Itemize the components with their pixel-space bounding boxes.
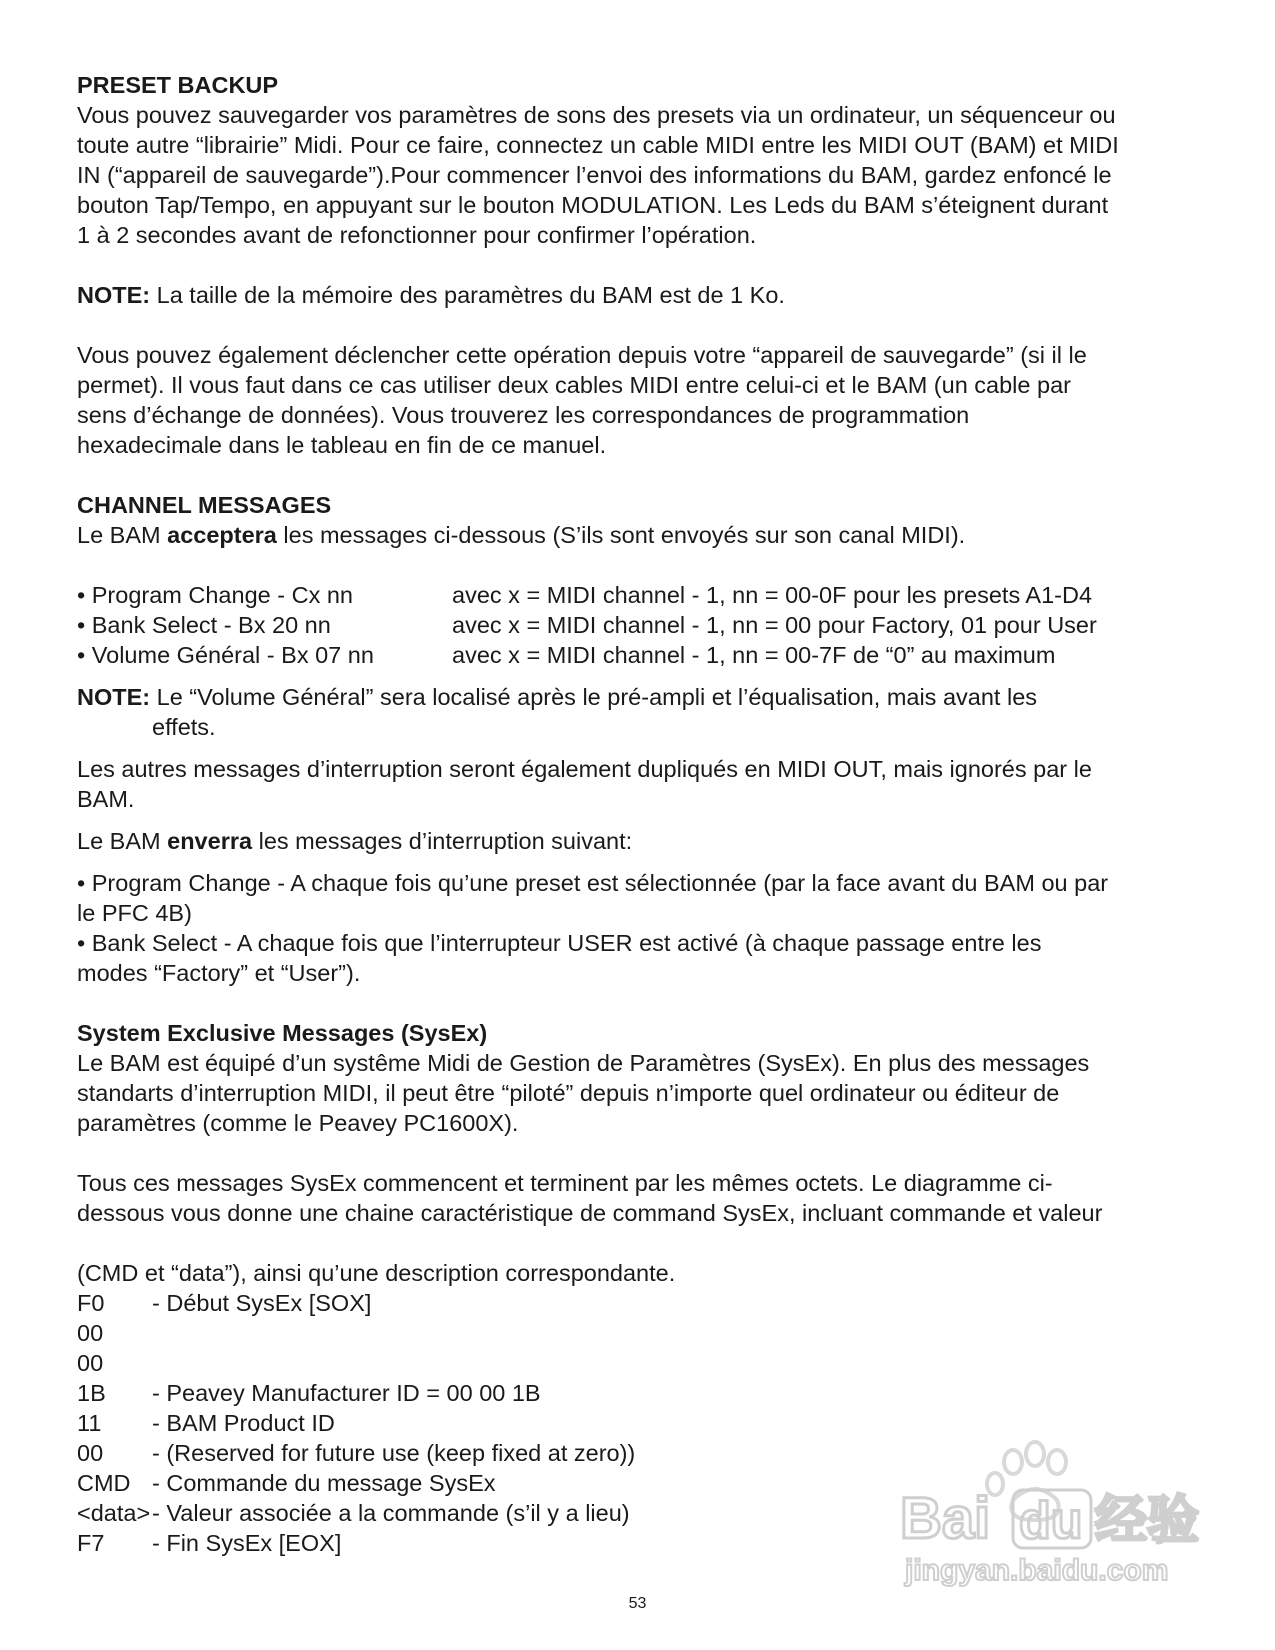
text-span: les messages d’interruption suivant:: [252, 828, 633, 854]
table-row: [77, 1318, 1207, 1348]
message-name: • Bank Select - Bx 20 nn: [77, 612, 331, 638]
text-span: Le BAM: [77, 522, 168, 548]
byte-code: 00: [77, 1440, 104, 1466]
byte-desc: - BAM Product ID: [152, 1410, 335, 1436]
byte-code: F0: [77, 1290, 105, 1316]
svg-text:du: du: [1019, 1492, 1083, 1550]
text-span: Le BAM: [77, 828, 168, 854]
text-line: sens d’échange de données). Vous trouverez les correspondances de programmation: [77, 402, 970, 428]
byte-code: 1B: [77, 1380, 106, 1406]
table-row: [77, 1378, 1207, 1408]
byte-code: 11: [77, 1410, 102, 1436]
note-memory: [77, 280, 1207, 310]
heading-sysex: System Exclusive Messages (SysEx): [77, 1020, 488, 1046]
text-line: IN (“appareil de sauvegarde”).Pour commencer l’envoi des informations du BAM, gardez enfoncé le: [77, 162, 1112, 188]
text-line: bouton Tap/Tempo, en appuyant sur le bouton MODULATION. Les Leds du BAM s’éteignent durant: [77, 192, 1109, 218]
text-line: Le BAM est équipé d’un systême Midi de Gestion de Paramètres (SysEx). En plus des messages: [77, 1050, 1090, 1076]
text-span: les messages ci-dessous (S’ils sont envoyés sur son canal MIDI).: [276, 522, 966, 548]
paragraph-other-messages: [77, 754, 1207, 814]
list-item: [77, 610, 1207, 640]
note-volume: [77, 682, 1207, 742]
page-number: 53: [628, 1595, 647, 1612]
text-line: hexadecimale dans le tableau en fin de ce manuel.: [77, 432, 607, 458]
paragraph-sysex: [77, 1048, 1207, 1138]
note-text-continued: effets.: [152, 714, 216, 740]
text-line: BAM.: [77, 786, 135, 812]
byte-desc: - Début SysEx [SOX]: [152, 1290, 372, 1316]
bold-acceptera: acceptera: [167, 522, 277, 548]
text-line: Les autres messages d’interruption seront également dupliqués en MIDI OUT, mais ignorés par le: [77, 756, 1092, 782]
paragraph-backup-device: [77, 340, 1207, 460]
svg-text:经验: 经验: [1095, 1491, 1200, 1551]
byte-code: 00: [77, 1320, 104, 1346]
list-item: [77, 640, 1207, 670]
message-name: • Volume Général - Bx 07 nn: [77, 642, 374, 668]
message-desc: avec x = MIDI channel - 1, nn = 00 pour Factory, 01 pour User: [452, 612, 1097, 638]
send-message-list: [77, 868, 1207, 988]
note-label: NOTE:: [77, 282, 151, 308]
text-line: Vous pouvez sauvegarder vos paramètres de sons des presets via un ordinateur, un séquenceur ou: [77, 102, 1116, 128]
message-name: • Program Change - Cx nn: [77, 582, 353, 608]
text-line: le PFC 4B): [77, 900, 192, 926]
text-line: paramètres (comme le Peavey PC1600X).: [77, 1110, 519, 1136]
note-label: NOTE:: [77, 684, 151, 710]
heading-preset-backup: PRESET BACKUP: [77, 72, 279, 98]
svg-text:jingyan.baidu.com: jingyan.baidu.com: [905, 1554, 1169, 1587]
byte-desc: - Peavey Manufacturer ID = 00 00 1B: [152, 1380, 541, 1406]
text-line: • Program Change - A chaque fois qu’une preset est sélectionnée (par la face avant du BAM ou par: [77, 870, 1109, 896]
baidu-watermark-logo: [895, 1440, 1215, 1590]
byte-desc: - Commande du message SysEx: [152, 1470, 496, 1496]
text-line: 1 à 2 secondes avant de refonctionner pour confirmer l’opération.: [77, 222, 757, 248]
text-line: dessous vous donne une chaine caractéristique de command SysEx, incluant commande et valeur: [77, 1200, 1103, 1226]
byte-code: CMD: [77, 1470, 131, 1496]
svg-text:Bai: Bai: [900, 1486, 991, 1551]
text-line: toute autre “librairie” Midi. Pour ce faire, connectez un cable MIDI entre les MIDI OUT (BAM) et MIDI: [77, 132, 1119, 158]
text-line: Vous pouvez également déclencher cette opération depuis votre “appareil de sauvegarde” (si il le: [77, 342, 1087, 368]
channel-intro: [77, 520, 1207, 550]
byte-desc: - Valeur associée a la commande (s’il y a lieu): [152, 1500, 630, 1526]
paragraph-sysex-bytes: [77, 1168, 1207, 1228]
message-desc: avec x = MIDI channel - 1, nn = 00-0F pour les presets A1-D4: [452, 582, 1093, 608]
byte-code: 00: [77, 1350, 104, 1376]
table-row: [77, 1348, 1207, 1378]
text-line: Tous ces messages SysEx commencent et terminent par les mêmes octets. Le diagramme ci-: [77, 1170, 1053, 1196]
message-desc: avec x = MIDI channel - 1, nn = 00-7F de “0” au maximum: [452, 642, 1056, 668]
paragraph-preset-backup: [77, 100, 1207, 250]
note-text: Le “Volume Général” sera localisé après le pré-ampli et l’équalisation, mais avant les: [150, 684, 1038, 710]
table-row: [77, 1288, 1207, 1318]
note-text: La taille de la mémoire des paramètres du BAM est de 1 Ko.: [150, 282, 785, 308]
table-row: [77, 1408, 1207, 1438]
byte-desc: - Fin SysEx [EOX]: [152, 1530, 342, 1556]
byte-desc: - (Reserved for future use (keep fixed at zero)): [152, 1440, 636, 1466]
text-line: • Bank Select - A chaque fois que l’interrupteur USER est activé (à chaque passage entre les: [77, 930, 1042, 956]
heading-channel-messages: CHANNEL MESSAGES: [77, 492, 332, 518]
byte-code: F7: [77, 1530, 105, 1556]
text-line: standarts d’interruption MIDI, il peut être “piloté” depuis n’importe quel ordinateur ou éditeur de: [77, 1080, 1060, 1106]
document-page: [77, 70, 1207, 1558]
text-line: modes “Factory” et “User”).: [77, 960, 361, 986]
byte-code: <data>: [77, 1500, 151, 1526]
bold-enverra: enverra: [167, 828, 253, 854]
list-item: [77, 580, 1207, 610]
text-line: (CMD et “data”), ainsi qu’une description correspondante.: [77, 1260, 676, 1286]
text-line: permet). Il vous faut dans ce cas utiliser deux cables MIDI entre celui-ci et le BAM (un cable par: [77, 372, 1071, 398]
send-intro: [77, 826, 1207, 856]
channel-message-list: [77, 580, 1207, 670]
